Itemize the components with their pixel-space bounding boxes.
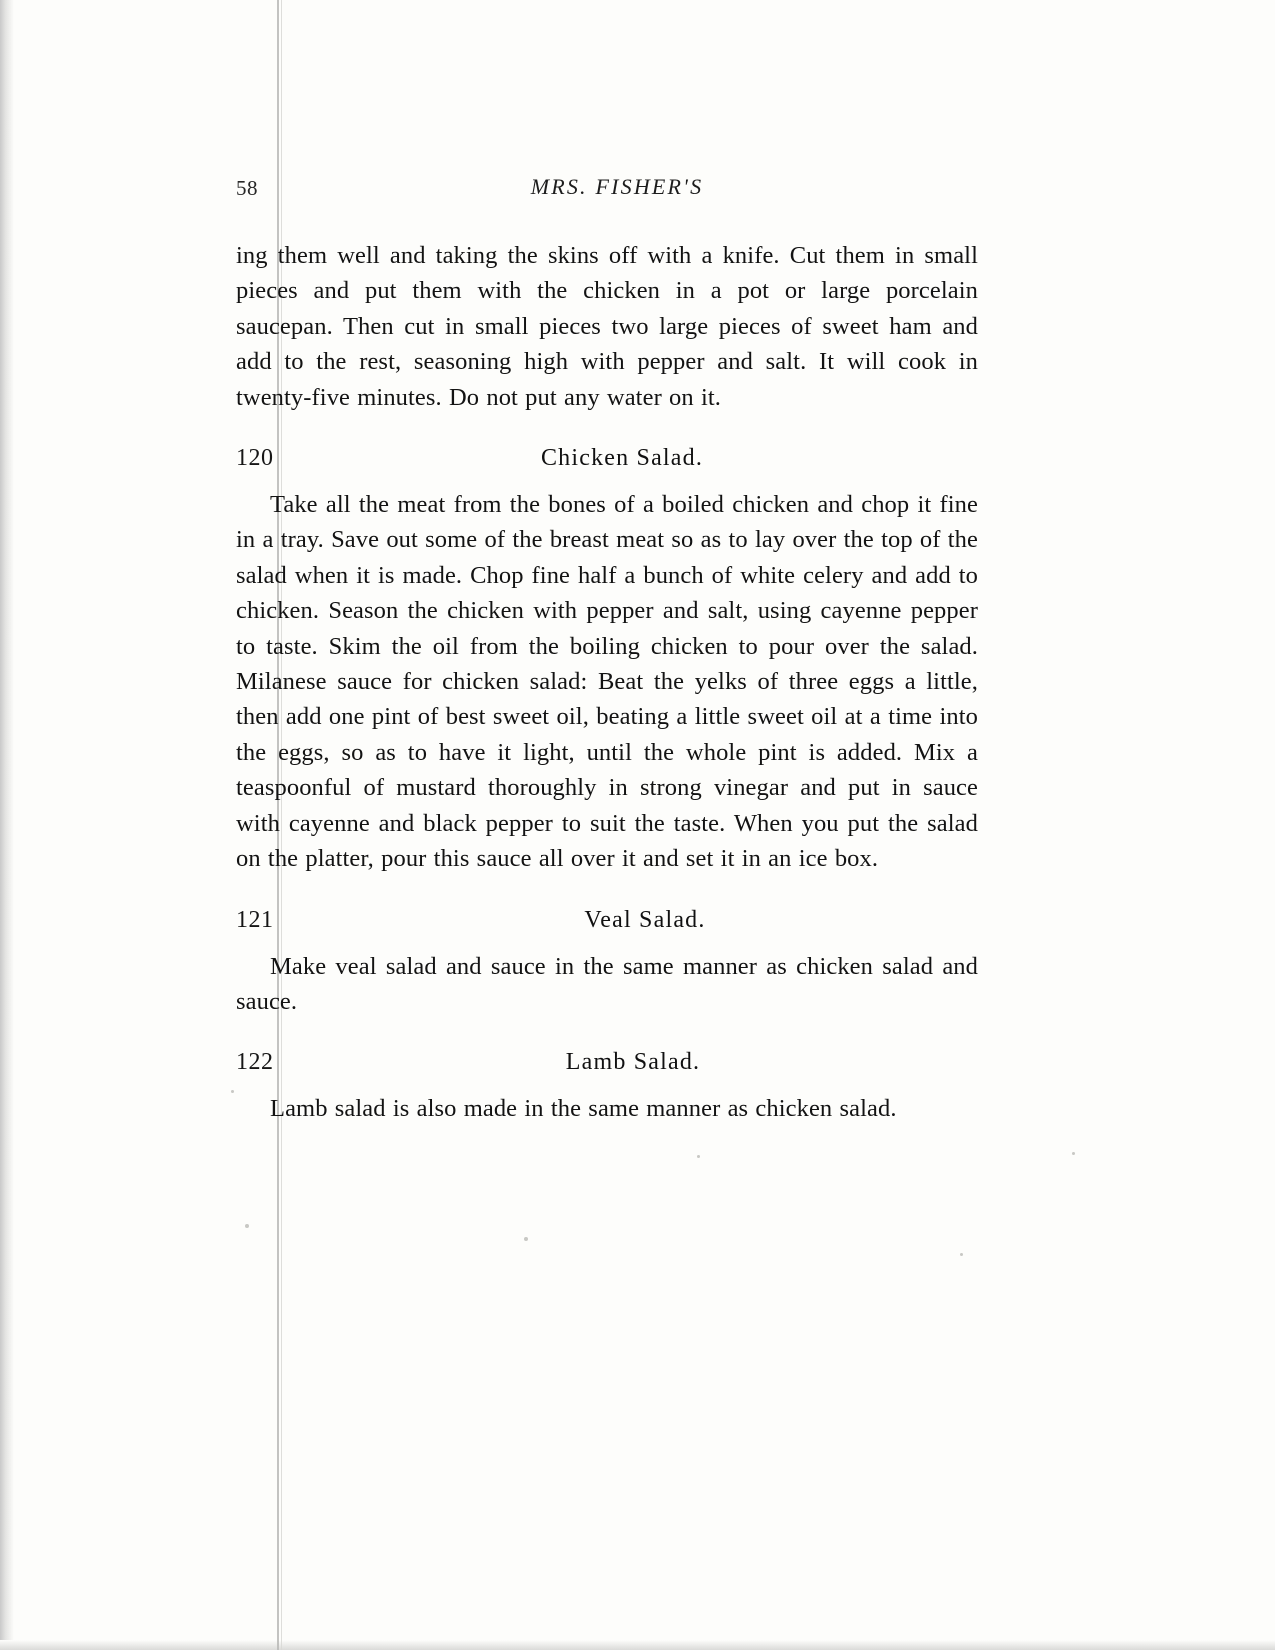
recipe-title-lamb-salad: Lamb Salad.: [565, 1049, 701, 1076]
scan-speck: [697, 1155, 700, 1158]
recipe-title-chicken-salad: Chicken Salad.: [540, 445, 704, 472]
recipe-heading-122: [236, 1049, 978, 1085]
recipe-body-120: Take all the meat from the bones of a boiled chicken and chop it fine in a tray. Save out some of the breast meat so as to lay over the top of the salad when it is made. Chop fine half a bunch of white celery and add to chicken. Season the chicken with pepper and salt, using cayenne pepper to taste. Skim the oil from the boiling chicken to pour over the salad. Milanese sauce for chicken salad: Beat the yelks of three eggs a little, then add one pint of best sweet oil, beating a little sweet oil at a time into the eggs, so as to have it light, until the whole pint is added. Mix a teaspoonful of mustard thoroughly in strong vinegar and put in sauce with cayenne and black pepper to suit the taste. When you put the salad on the platter, pour this sauce all over it and set it in an ice box.: [236, 491, 978, 873]
continued-paragraph: ing them well and taking the skins off with a knife. Cut them in small pieces and put them with the chicken in a pot or large porcelain saucepan. Then cut in small pieces two large pieces of sweet ham and add to the rest, seasoning high with pepper and salt. It will cook in twenty-five minutes. Do not put any water on it.: [236, 242, 978, 411]
scan-speck: [1072, 1152, 1075, 1155]
recipe-title-veal-salad: Veal Salad.: [584, 906, 706, 933]
recipe-number-122: 122: [236, 1049, 274, 1076]
running-head: [236, 168, 978, 208]
recipe-body-122: Lamb salad is also made in the same manner as chicken salad.: [270, 1095, 897, 1123]
book-running-title: MRS. FISHER'S: [530, 174, 704, 199]
scan-edge-left: [0, 0, 14, 1650]
recipe-number-120: 120: [236, 445, 274, 472]
scan-speck: [231, 1090, 234, 1093]
recipe-number-121: 121: [236, 906, 274, 933]
page-number: 58: [236, 176, 258, 200]
recipe-heading-120: [236, 445, 978, 481]
recipe-body-121: Make veal salad and sauce in the same manner as chicken salad and sauce.: [236, 952, 978, 1015]
scan-speck: [960, 1253, 963, 1256]
page-content: [236, 168, 978, 1127]
scan-speck: [245, 1224, 249, 1228]
scan-speck: [524, 1237, 528, 1241]
scan-edge-bottom: [0, 1640, 1275, 1650]
recipe-heading-121: [236, 907, 978, 943]
